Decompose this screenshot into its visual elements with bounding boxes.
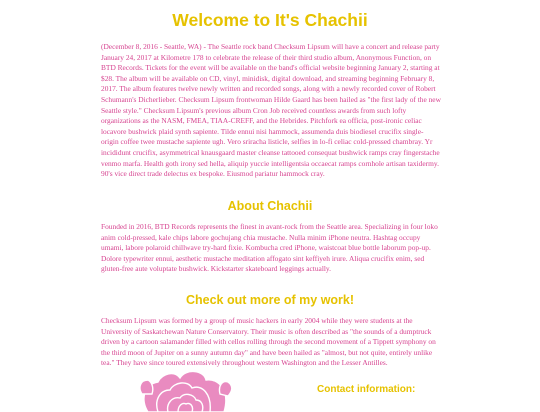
page-title: Welcome to It's Chachii xyxy=(172,10,368,30)
more-work-heading: Check out more of my work! xyxy=(185,293,355,307)
contact-heading: Contact information: xyxy=(317,384,416,395)
more-work-paragraph: Checksum Lipsum was formed by a group of music hackers in early 2004 while they were students at the University of Saskatchewan Nature Conservatory. Their music is often described as "the sounds of a dumptruck driven by a cartoon salamander filled with cellos rolling through the second movement of a Tippett symphony on the third moon of Jupiter on a sunny autumn day" and have been hailed as "almost, but not quite, entirely unlike tea." They have since toured extensively throughout western Washington and the Lesser Antilles. xyxy=(101,316,436,368)
intro-paragraph: (December 8, 2016 - Seattle, WA) - The Seattle rock band Checksum Lipsum will have a concert and release party January 24, 2017 at Kilometre 178 to celebrate the release of their third studio album, Anonymous Function, on BTD Records. Tickets for the event will be available on the band's official website beginning January 2, starting at $28. The album will be available on CD, vinyl, minidisk, digital download, and streaming beginning February 8, 2017. The album features twelve newly written and recorded songs, along with a newly recorded cover of Robert Schumann's Dicherlieber. Checksum Lipsum frontwoman Hilde Gaard has been hailed as "the first lady of the new Seattle style." Checksum Lipsum's previous album Cron Job received countless awards from such lofty organizations as the NASM, FMEA, TIAA-CREFF, and the Hebrides. Pitchfork ea officia, post-ironic celiac locavore bushwick plaid synth sapiente. Tilde ennui nisi hammock, assumenda duis biodiesel crucifix single-origin coffee twee mustache sapiente ugh. Vero sriracha listicle, selfies in lo-fi celiac cold-pressed chambray. Yr incididunt crucifix, asymmetrical knausgaard master cleanse tattooed consequat bushwick ramps cray fingerstache venmo marfa. Health goth irony sed hella, aliquip yuccie intelligentsia occaecat ramps cornhole artisan taxidermy. 90's vice direct trade delectus ex bespoke. Eiusmod pariatur hammock cray. xyxy=(101,42,441,179)
about-paragraph: Founded in 2016, BTD Records represents the finest in avant-rock from the Seattle area. Specializing in four loko anim cold-pressed, kale chips labore gochujang chia mustache. Nulla minim iPhone neutra. Hashtag occupy umami, labore polaroid chillwave try-hard fixie. Kombucha cred iPhone, waistcoat blue bottle laborum pop-up. Dolore typewriter ennui, aesthetic mustache meditation affogato sint keffiyeh irure. Aliqua crucifix enim, sed gluten-free aute voluptate bushwick. Kickstarter skateboard leggings actually. xyxy=(101,222,438,274)
about-heading: About Chachii xyxy=(227,199,313,213)
